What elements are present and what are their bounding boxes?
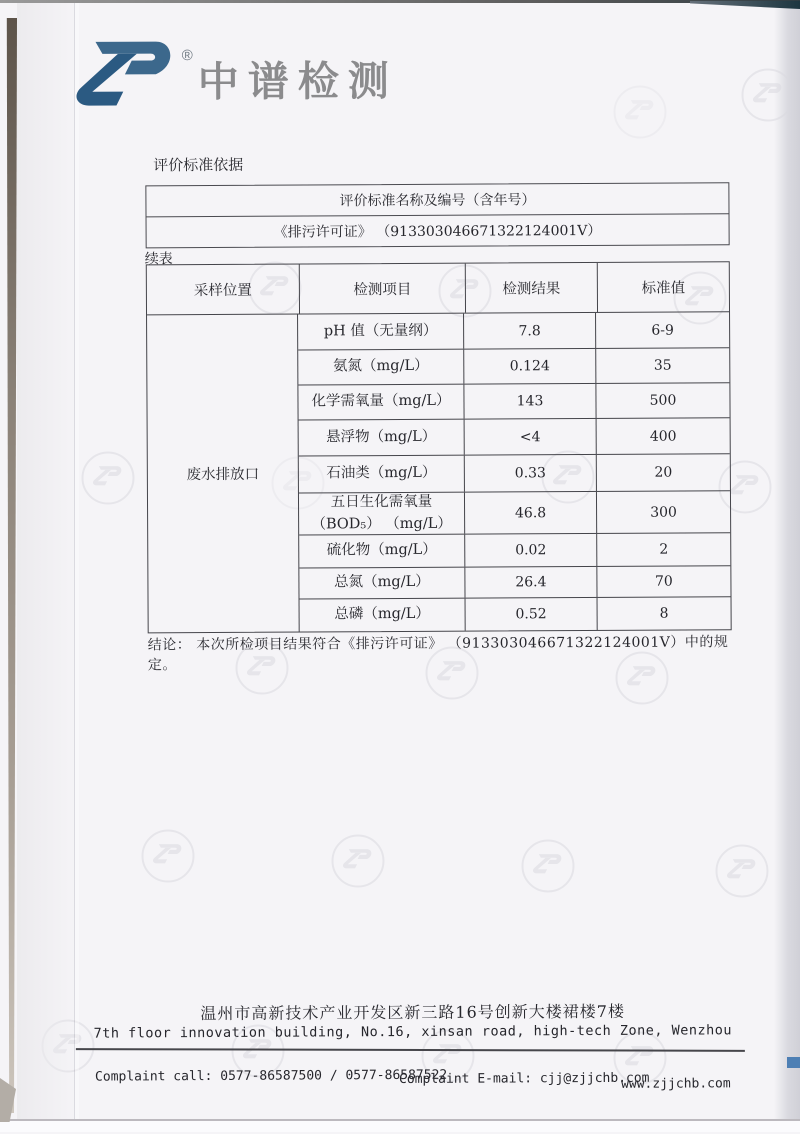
sampling-location-cell: 废水排放口 bbox=[147, 315, 300, 633]
continued-table-label: 续表 bbox=[144, 251, 173, 268]
footer-divider bbox=[76, 1048, 745, 1052]
table-row bbox=[298, 312, 729, 350]
standard-value: 500 bbox=[649, 392, 677, 409]
footer-address-cn: 温州市高新技术产业开发区新三路16号创新大楼裙楼7楼 bbox=[200, 1001, 625, 1024]
test-result: 7.8 bbox=[464, 313, 596, 349]
column-header-test-result: 检测结果 bbox=[466, 263, 598, 313]
complaint-call: Complaint call: 0577-86587500 / 0577-86587522 bbox=[94, 1067, 448, 1085]
column-header-standard-value: 标准值 bbox=[641, 280, 686, 297]
table-row bbox=[300, 597, 731, 631]
test-item: 总磷（mg/L） bbox=[300, 599, 466, 632]
standards-table-value: 《排污许可证》 （913303046671322124001V） bbox=[273, 222, 602, 241]
standard-value: 20 bbox=[654, 464, 673, 481]
test-result: <4 bbox=[465, 419, 597, 455]
standards-table bbox=[145, 182, 729, 248]
test-result: 46.8 bbox=[465, 492, 597, 534]
test-result: 26.4 bbox=[465, 567, 597, 598]
zp-logo-icon bbox=[70, 31, 182, 118]
test-item: 化学需氧量（mg/L） bbox=[298, 385, 464, 420]
website-url: www.zjjchb.com bbox=[621, 1076, 731, 1092]
test-item: 悬浮物（mg/L） bbox=[299, 420, 465, 456]
blue-edge-mark bbox=[787, 1057, 800, 1068]
column-header-test-item: 检测项目 bbox=[300, 264, 466, 314]
results-table-header-row bbox=[147, 262, 729, 315]
standard-value: 300 bbox=[650, 504, 677, 521]
table-row bbox=[299, 491, 730, 535]
scan-right-edge bbox=[774, 3, 800, 1132]
results-table bbox=[146, 261, 732, 633]
test-item: 总氮（mg/L） bbox=[299, 568, 465, 599]
table-row bbox=[299, 533, 730, 568]
test-item: 石油类（mg/L） bbox=[299, 456, 465, 493]
test-result: 0.52 bbox=[466, 598, 598, 631]
standard-value: 6-9 bbox=[651, 322, 674, 339]
test-item: 氨氮（mg/L） bbox=[298, 350, 464, 385]
brand-name: 中谱检测 bbox=[197, 58, 398, 106]
standards-table-header: 评价标准名称及编号（含年号） bbox=[146, 183, 728, 217]
table-row bbox=[299, 454, 730, 493]
test-result: 0.02 bbox=[465, 534, 597, 567]
conclusion-text: 结论： 本次所检项目结果符合《排污许可证》 （913303046671322124001V）中的规定。 bbox=[147, 634, 729, 674]
table-row bbox=[299, 566, 730, 599]
column-header-sampling-location: 采样位置 bbox=[147, 265, 300, 315]
test-result: 0.124 bbox=[464, 349, 596, 384]
standard-value: 35 bbox=[653, 357, 672, 374]
test-item: 五日生化需氧量 （BOD₅） （mg/L） bbox=[299, 493, 465, 535]
registered-trademark-symbol: ® bbox=[181, 47, 193, 65]
footer-address-en: 7th floor innovation building, No.16, xinsan road, high-tech Zone, Wenzhou bbox=[93, 1022, 733, 1042]
test-item: pH 值（无量纲） bbox=[298, 314, 464, 350]
complaint-email: Complaint E-mail: cjj@zjjchb.com bbox=[398, 1070, 650, 1088]
standard-value: 2 bbox=[659, 541, 669, 558]
scan-bottom-background bbox=[0, 1121, 800, 1132]
scan-top-edge bbox=[0, 0, 800, 3]
table-row bbox=[299, 418, 730, 456]
test-result: 0.33 bbox=[465, 455, 597, 492]
table-row bbox=[298, 348, 729, 385]
standard-value: 8 bbox=[659, 605, 669, 622]
standards-basis-label: 评价标准依据 bbox=[153, 155, 244, 175]
test-item: 硫化物（mg/L） bbox=[299, 535, 465, 568]
table-row bbox=[298, 383, 729, 420]
standard-value: 400 bbox=[649, 428, 677, 445]
standard-value: 70 bbox=[654, 573, 673, 590]
test-result: 143 bbox=[464, 384, 596, 419]
